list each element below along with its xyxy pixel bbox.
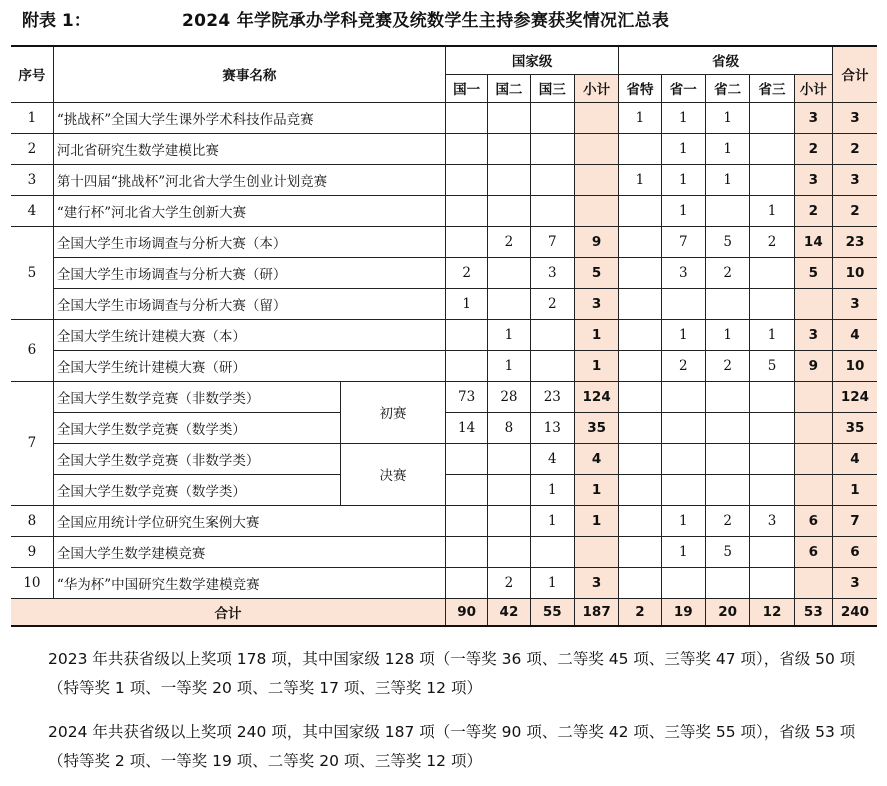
row-competition-name: 全国大学生市场调查与分析大赛（研） [53,257,445,288]
row-seq: 3 [11,164,53,195]
stage-prelim: 初赛 [341,381,446,443]
cell-n1: 73 [445,381,487,412]
cell-n2 [488,505,530,536]
row-competition-name: 全国应用统计学位研究生案例大赛 [53,505,445,536]
title-row [0,0,887,42]
row-competition-name: 全国大学生数学竞赛（数学类） [53,474,340,505]
table-row [11,164,877,195]
cell-pt [619,567,661,598]
cell-n3 [530,350,574,381]
table-row [11,567,877,598]
cell-n2: 2 [488,567,530,598]
cell-pt [619,226,661,257]
cell-p3: 1 [750,319,794,350]
cell-total: 3 [832,567,877,598]
cell-n2 [488,195,530,226]
header-provincial-subtotal: 小计 [794,74,832,102]
cell-p2 [705,381,749,412]
cell-ns: 35 [574,412,618,443]
cell-p3 [750,474,794,505]
row-seq: 10 [11,567,53,598]
cell-total: 4 [832,319,877,350]
row-competition-name: 全国大学生数学建模竞赛 [53,536,445,567]
cell-n3 [530,164,574,195]
total-total: 240 [832,598,877,626]
header-national: 国家级 [445,46,618,74]
cell-total: 3 [832,288,877,319]
cell-ps: 3 [794,164,832,195]
cell-n1 [445,195,487,226]
cell-p3: 2 [750,226,794,257]
header-seq: 序号 [11,46,53,102]
cell-ps [794,567,832,598]
cell-n2 [488,443,530,474]
total-p1: 19 [661,598,705,626]
cell-p3: 3 [750,505,794,536]
cell-p1: 1 [661,164,705,195]
cell-p2 [705,443,749,474]
cell-n2: 1 [488,319,530,350]
cell-n3 [530,133,574,164]
cell-n1 [445,133,487,164]
cell-p1: 1 [661,536,705,567]
row-seq: 5 [11,226,53,319]
row-seq: 8 [11,505,53,536]
cell-p2: 1 [705,102,749,133]
cell-total: 124 [832,381,877,412]
cell-p3 [750,536,794,567]
row-competition-name: 全国大学生数学竞赛（数学类） [53,412,340,443]
appendix-label: 附表 1： [22,11,91,31]
cell-pt [619,195,661,226]
cell-p3 [750,443,794,474]
total-pt: 2 [619,598,661,626]
cell-ns: 3 [574,288,618,319]
cell-p2: 2 [705,505,749,536]
total-n3: 55 [530,598,574,626]
header-name: 赛事名称 [53,46,445,102]
header-national-first: 国一 [445,74,487,102]
cell-ns: 1 [574,319,618,350]
cell-pt [619,381,661,412]
table-row [11,226,877,257]
cell-p3: 1 [750,195,794,226]
cell-n3: 23 [530,381,574,412]
table-row [11,536,877,567]
cell-ps: 9 [794,350,832,381]
cell-total: 3 [832,102,877,133]
cell-ps [794,412,832,443]
cell-n3: 13 [530,412,574,443]
cell-p2: 5 [705,536,749,567]
cell-p3 [750,257,794,288]
summary-2024: 2024 年共获省级以上奖项 240 项，其中国家级 187 项（一等奖 90 项、二等奖 42 项、三等奖 55 项），省级 53 项（特等奖 2 项、一等奖 19 项、二等奖 20 项、三等奖 12 项） [48,723,856,770]
cell-p1: 1 [661,133,705,164]
cell-p1 [661,412,705,443]
cell-pt [619,412,661,443]
cell-ns: 3 [574,567,618,598]
cell-pt [619,536,661,567]
total-p2: 20 [705,598,749,626]
cell-p2 [705,567,749,598]
row-competition-name: “华为杯”中国研究生数学建模竞赛 [53,567,445,598]
cell-n3: 1 [530,474,574,505]
cell-p3 [750,381,794,412]
cell-n1 [445,474,487,505]
table-title: 2024 年学院承办学科竞赛及统数学生主持参赛获奖情况汇总表 [182,11,670,31]
header-national-third: 国三 [530,74,574,102]
totals-row [11,598,877,626]
cell-p3 [750,133,794,164]
cell-n1: 2 [445,257,487,288]
cell-p1: 2 [661,350,705,381]
awards-summary-table [11,45,877,627]
cell-n2 [488,257,530,288]
cell-pt: 1 [619,164,661,195]
cell-ns [574,195,618,226]
cell-ps [794,443,832,474]
cell-n2 [488,102,530,133]
cell-total: 35 [832,412,877,443]
header-provincial-second: 省二 [705,74,749,102]
cell-n3 [530,102,574,133]
cell-total: 7 [832,505,877,536]
cell-n3: 7 [530,226,574,257]
cell-ps: 2 [794,195,832,226]
row-competition-name: 全国大学生市场调查与分析大赛（本） [53,226,445,257]
cell-p2 [705,412,749,443]
table-row [11,133,877,164]
row-seq: 9 [11,536,53,567]
cell-p2: 5 [705,226,749,257]
cell-n3: 1 [530,505,574,536]
cell-p1 [661,443,705,474]
cell-ps: 14 [794,226,832,257]
cell-p1: 1 [661,195,705,226]
row-competition-name: “挑战杯”全国大学生课外学术科技作品竞赛 [53,102,445,133]
row-competition-name: “建行杯”河北省大学生创新大赛 [53,195,445,226]
cell-ns [574,536,618,567]
cell-total: 2 [832,133,877,164]
cell-n3 [530,536,574,567]
summary-2023: 2023 年共获省级以上奖项 178 项，其中国家级 128 项（一等奖 36 项、二等奖 45 项、三等奖 47 项），省级 50 项（特等奖 1 项、一等奖 20 项、二等奖 17 项、三等奖 12 项） [48,650,856,697]
cell-p1: 7 [661,226,705,257]
cell-n1: 1 [445,288,487,319]
cell-pt [619,257,661,288]
table-row [11,257,877,288]
cell-ns: 124 [574,381,618,412]
cell-n2 [488,474,530,505]
header-national-subtotal: 小计 [574,74,618,102]
table-row [11,102,877,133]
row-competition-name: 第十四届“挑战杯”河北省大学生创业计划竞赛 [53,164,445,195]
cell-n1 [445,350,487,381]
table-row [11,319,877,350]
cell-n2: 2 [488,226,530,257]
total-n1: 90 [445,598,487,626]
cell-ps: 6 [794,536,832,567]
cell-n1 [445,505,487,536]
stage-final: 决赛 [341,443,446,505]
cell-pt [619,443,661,474]
cell-total: 6 [832,536,877,567]
cell-n2: 28 [488,381,530,412]
cell-pt [619,350,661,381]
row-competition-name: 全国大学生统计建模大赛（研） [53,350,445,381]
cell-p1: 1 [661,319,705,350]
cell-p3 [750,412,794,443]
row-seq: 2 [11,133,53,164]
cell-n2 [488,133,530,164]
cell-ns: 1 [574,474,618,505]
row-seq: 7 [11,381,53,505]
cell-n1 [445,226,487,257]
row-competition-name: 河北省研究生数学建模比赛 [53,133,445,164]
cell-p2: 1 [705,164,749,195]
cell-total: 4 [832,443,877,474]
cell-ns: 5 [574,257,618,288]
cell-p3 [750,567,794,598]
table-row [11,505,877,536]
cell-p2 [705,474,749,505]
cell-ps: 5 [794,257,832,288]
header-national-second: 国二 [488,74,530,102]
cell-p2: 2 [705,257,749,288]
cell-ps [794,474,832,505]
total-ns: 187 [574,598,618,626]
table-row [11,443,877,474]
cell-total: 1 [832,474,877,505]
header-total: 合计 [832,46,877,102]
cell-p3 [750,288,794,319]
cell-ps: 2 [794,133,832,164]
row-competition-name: 全国大学生市场调查与分析大赛（留） [53,288,445,319]
total-n2: 42 [488,598,530,626]
cell-ns [574,133,618,164]
cell-p1: 1 [661,102,705,133]
cell-pt [619,133,661,164]
cell-n3: 2 [530,288,574,319]
cell-ps: 6 [794,505,832,536]
cell-ns: 1 [574,350,618,381]
cell-n2: 1 [488,350,530,381]
row-competition-name: 全国大学生统计建模大赛（本） [53,319,445,350]
header-provincial: 省级 [619,46,833,74]
cell-total: 23 [832,226,877,257]
total-p3: 12 [750,598,794,626]
cell-p2: 1 [705,133,749,164]
cell-p2: 1 [705,319,749,350]
cell-ns [574,102,618,133]
table-row [11,288,877,319]
cell-n2 [488,536,530,567]
cell-n3: 4 [530,443,574,474]
cell-n2 [488,288,530,319]
cell-n3 [530,195,574,226]
cell-n1 [445,319,487,350]
cell-total: 10 [832,257,877,288]
cell-total: 3 [832,164,877,195]
cell-p1: 1 [661,505,705,536]
cell-n1 [445,567,487,598]
cell-p1 [661,567,705,598]
cell-ns: 4 [574,443,618,474]
cell-p1 [661,381,705,412]
row-competition-name: 全国大学生数学竞赛（非数学类） [53,381,340,412]
cell-pt: 1 [619,102,661,133]
cell-pt [619,319,661,350]
cell-p1 [661,288,705,319]
header-provincial-third: 省三 [750,74,794,102]
total-ps: 53 [794,598,832,626]
cell-pt [619,288,661,319]
cell-p2 [705,195,749,226]
cell-n1: 14 [445,412,487,443]
header-provincial-special: 省特 [619,74,661,102]
cell-total: 10 [832,350,877,381]
table-row [11,350,877,381]
cell-ps: 3 [794,319,832,350]
table-row [11,381,877,412]
cell-n3: 3 [530,257,574,288]
row-competition-name: 全国大学生数学竞赛（非数学类） [53,443,340,474]
cell-n1 [445,443,487,474]
cell-ps [794,381,832,412]
cell-p3: 5 [750,350,794,381]
cell-ns [574,164,618,195]
totals-label: 合计 [11,598,445,626]
cell-ps [794,288,832,319]
cell-p3 [750,164,794,195]
row-seq: 4 [11,195,53,226]
cell-p3 [750,102,794,133]
cell-n3 [530,319,574,350]
cell-p2: 2 [705,350,749,381]
cell-n1 [445,164,487,195]
cell-n2: 8 [488,412,530,443]
cell-n1 [445,102,487,133]
cell-pt [619,505,661,536]
cell-n2 [488,164,530,195]
cell-ps: 3 [794,102,832,133]
cell-p1: 3 [661,257,705,288]
row-seq: 1 [11,102,53,133]
cell-n3: 1 [530,567,574,598]
header-provincial-first: 省一 [661,74,705,102]
cell-p2 [705,288,749,319]
cell-ns: 9 [574,226,618,257]
table-row [11,195,877,226]
cell-n1 [445,536,487,567]
cell-total: 2 [832,195,877,226]
cell-ns: 1 [574,505,618,536]
cell-p1 [661,474,705,505]
row-seq: 6 [11,319,53,381]
cell-pt [619,474,661,505]
